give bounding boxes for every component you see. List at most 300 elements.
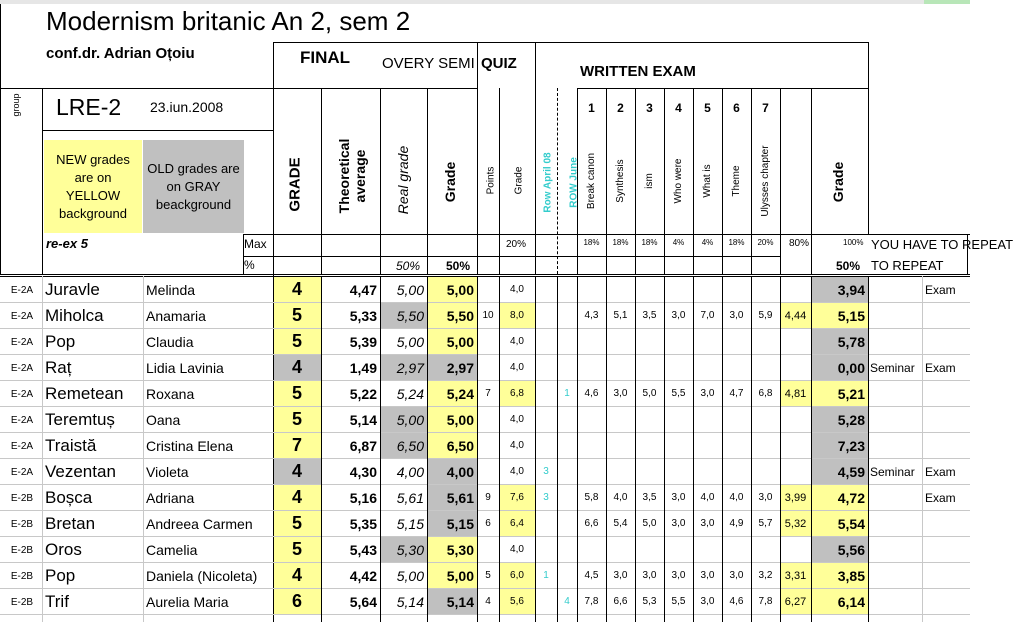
row-written-total — [780, 537, 811, 562]
grid-line — [243, 234, 244, 274]
row-final-grade: 4 — [273, 355, 321, 380]
row-theoretical-avg: 4,42 — [349, 567, 377, 584]
row-question-score: 5,4 — [613, 518, 628, 529]
row-question-score — [693, 407, 722, 432]
row-last-name: Pop — [45, 566, 76, 585]
grid-line — [273, 88, 477, 89]
row-repeat-seminar — [867, 537, 922, 562]
row-theoretical-avg: 5,14 — [349, 411, 377, 428]
row-repeat-exam — [922, 329, 970, 354]
row-quiz-grade: 5,6 — [499, 589, 535, 614]
row-quiz-grade: 6,0 — [499, 563, 535, 588]
grid-line — [243, 256, 780, 257]
row-april — [535, 329, 557, 354]
row-last-name: Teremtuș — [45, 410, 115, 429]
row-repeat-seminar — [867, 433, 922, 458]
row-quiz-grade: 8,0 — [499, 303, 535, 328]
row-quiz-grade: 7,6 — [499, 485, 535, 510]
row-question-score: 3,5 — [642, 310, 657, 321]
row-question-score — [751, 459, 780, 484]
row-quiz-grade: 4,0 — [510, 362, 524, 373]
row-first-name: Aurelia Maria — [146, 594, 229, 610]
table-row[interactable] — [0, 563, 970, 589]
question-weight-5: 4% — [701, 237, 714, 247]
weight-w-half: 50% — [836, 259, 861, 273]
row-last-name: Pop — [45, 332, 76, 351]
row-question-score: 3,0 — [642, 570, 657, 581]
row-question-score — [606, 407, 635, 432]
q-number-2: 2 — [617, 101, 624, 115]
row-final-grade: 5 — [273, 303, 321, 328]
row-group: E-2B — [10, 518, 34, 530]
group-label: group — [11, 93, 21, 117]
row-written-grade: 0,00 — [811, 355, 868, 380]
row-question-score — [664, 329, 693, 354]
row-question-score — [577, 329, 606, 354]
row-repeat-exam: Exam — [925, 282, 956, 297]
grid-line — [0, 88, 273, 89]
row-question-score: 3,0 — [613, 388, 628, 399]
q-number-4: 4 — [675, 101, 682, 115]
row-question-score: 4,5 — [584, 570, 599, 581]
row-question-score: 7,8 — [758, 596, 773, 607]
row-quiz-grade: 4,0 — [510, 284, 524, 295]
grid-line — [922, 276, 923, 622]
col-row-april: Row April 08 — [542, 152, 554, 213]
row-last-name: Juravle — [45, 280, 100, 299]
row-question-score: 3,0 — [700, 596, 715, 607]
table-row[interactable] — [0, 485, 970, 511]
col-written-grade: Grade — [830, 161, 846, 203]
grid-line — [0, 276, 970, 277]
top-strip — [0, 0, 970, 4]
row-question-score: 7,0 — [700, 310, 715, 321]
table-row[interactable] — [0, 537, 970, 563]
row-june — [557, 303, 577, 328]
row-theoretical-avg: 5,43 — [349, 541, 377, 558]
table-row[interactable] — [0, 303, 970, 329]
row-april — [535, 277, 557, 302]
grid-line — [967, 234, 968, 274]
row-repeat-exam — [922, 537, 970, 562]
row-written-grade: 5,54 — [811, 511, 868, 536]
row-question-score — [693, 459, 722, 484]
question-header-2: Synthesis — [614, 159, 626, 203]
row-june — [557, 355, 577, 380]
row-question-score: 6,6 — [613, 596, 628, 607]
row-quiz-grade: 4,0 — [510, 414, 524, 425]
grid-line — [273, 42, 274, 622]
row-question-score: 3,0 — [671, 570, 686, 581]
old-grades-note: OLD grades are on GRAY beackground — [143, 140, 244, 233]
row-last-name: Remetean — [45, 384, 124, 403]
row-real-grade: 5,14 — [396, 593, 424, 610]
row-real-grade: 5,61 — [396, 489, 424, 506]
grid-line — [693, 276, 694, 622]
row-final-grade: 5 — [273, 329, 321, 354]
question-weight-1: 18% — [583, 237, 600, 247]
row-question-score — [722, 277, 751, 302]
q-number-5: 5 — [704, 101, 711, 115]
section-written: WRITTEN EXAM — [580, 63, 696, 80]
row-april — [535, 433, 557, 458]
row-question-score — [577, 433, 606, 458]
col-grade: GRADE — [286, 157, 304, 212]
grid-line — [0, 406, 970, 407]
row-repeat-seminar: Seminar — [870, 464, 915, 479]
row-june — [557, 537, 577, 562]
row-written-total — [780, 355, 811, 380]
row-question-score: 5,5 — [671, 596, 686, 607]
grid-line — [0, 484, 970, 485]
row-real-grade: 5,15 — [396, 515, 424, 532]
col-row-june: ROW June — [568, 157, 580, 208]
row-real-grade: 2,97 — [380, 355, 427, 380]
pct-label: % — [244, 258, 255, 272]
row-first-name: Camelia — [146, 542, 198, 558]
row-question-score: 4,7 — [729, 388, 744, 399]
row-question-score: 5,7 — [758, 518, 773, 529]
grid-line — [477, 42, 478, 274]
row-april: 3 — [543, 466, 549, 477]
row-final-grade: 7 — [273, 433, 321, 458]
row-points — [477, 329, 499, 354]
row-question-score — [722, 355, 751, 380]
table-row[interactable] — [0, 355, 970, 381]
row-question-score — [751, 433, 780, 458]
row-question-score — [635, 433, 664, 458]
row-repeat-exam — [922, 563, 970, 588]
row-first-name: Anamaria — [146, 308, 206, 324]
row-last-name: Bretan — [45, 514, 96, 533]
row-question-score: 4,9 — [729, 518, 744, 529]
column-header-tab[interactable] — [924, 0, 970, 4]
row-points — [477, 433, 499, 458]
row-question-score — [577, 277, 606, 302]
row-written-total: 3,31 — [780, 563, 811, 588]
q-number-1: 1 — [588, 101, 595, 115]
col-points: Points — [485, 166, 497, 195]
row-rec-grade: 5,14 — [427, 589, 477, 614]
grid-line — [606, 88, 607, 274]
row-april: 1 — [543, 570, 549, 581]
weight-real: 50% — [396, 259, 421, 273]
row-june — [557, 433, 577, 458]
grid-line — [0, 274, 970, 275]
row-theoretical-avg: 5,22 — [349, 385, 377, 402]
row-points: 7 — [485, 388, 491, 399]
row-final-grade: 4 — [273, 485, 321, 510]
weight-quiz: 20% — [506, 239, 527, 250]
row-real-grade: 5,30 — [380, 537, 427, 562]
row-june — [557, 511, 577, 536]
row-repeat-exam: Exam — [925, 464, 956, 479]
grid-line — [780, 276, 781, 622]
row-theoretical-avg: 4,30 — [349, 463, 377, 480]
grid-line — [0, 588, 970, 589]
row-question-score: 3,2 — [758, 570, 773, 581]
row-question-score: 3,0 — [700, 388, 715, 399]
row-written-total: 4,81 — [780, 381, 811, 406]
row-written-total: 4,44 — [780, 303, 811, 328]
table-row[interactable] — [0, 433, 970, 459]
row-rec-grade: 4,00 — [427, 459, 477, 484]
grid-line — [0, 614, 970, 615]
row-first-name: Claudia — [146, 334, 194, 350]
row-rec-grade: 5,50 — [427, 303, 477, 328]
grid-line — [42, 88, 43, 274]
row-question-score: 4,0 — [729, 492, 744, 503]
row-april: 3 — [543, 492, 549, 503]
row-june — [557, 459, 577, 484]
table-row[interactable] — [0, 329, 970, 355]
row-written-grade: 5,21 — [811, 381, 868, 406]
row-points — [477, 277, 499, 302]
row-theoretical-avg: 1,49 — [349, 359, 377, 376]
row-last-name: Boșca — [45, 488, 93, 507]
row-question-score — [751, 537, 780, 562]
grid-line — [535, 276, 536, 622]
row-real-grade: 4,00 — [396, 463, 424, 480]
row-theoretical-avg: 6,87 — [349, 437, 377, 454]
grid-line — [635, 276, 636, 622]
row-final-grade: 4 — [273, 277, 321, 302]
row-group: E-2B — [10, 596, 34, 608]
grid-line — [380, 88, 381, 274]
row-question-score: 6,6 — [584, 518, 599, 529]
row-real-grade: 5,00 — [396, 333, 424, 350]
row-question-score — [693, 355, 722, 380]
grid-line — [380, 276, 381, 622]
row-question-score: 7,8 — [584, 596, 599, 607]
grid-line — [0, 536, 970, 537]
row-points — [477, 355, 499, 380]
grid-line — [535, 88, 536, 274]
row-question-score: 3,0 — [758, 492, 773, 503]
question-weight-2: 18% — [612, 237, 629, 247]
row-question-score — [577, 355, 606, 380]
row-question-score: 4,6 — [729, 596, 744, 607]
grid-line — [273, 42, 868, 43]
row-points: 5 — [485, 570, 491, 581]
row-repeat-exam — [922, 407, 970, 432]
row-written-grade: 4,59 — [811, 459, 868, 484]
row-real-grade: 5,00 — [396, 567, 424, 584]
row-group: E-2B — [10, 570, 34, 582]
max-label: Max — [244, 237, 267, 251]
row-april — [535, 407, 557, 432]
row-question-score — [664, 433, 693, 458]
row-rec-grade: 5,00 — [427, 563, 477, 588]
row-april — [535, 303, 557, 328]
row-real-grade: 5,00 — [396, 281, 424, 298]
row-repeat-seminar: Seminar — [870, 360, 915, 375]
row-repeat-exam — [922, 433, 970, 458]
grid-line — [499, 88, 500, 274]
row-repeat-exam: Exam — [925, 490, 956, 505]
grid-line — [693, 88, 694, 274]
row-group: E-2A — [10, 362, 34, 374]
row-question-score: 3,5 — [642, 492, 657, 503]
row-question-score: 3,0 — [671, 518, 686, 529]
grid-line — [751, 88, 752, 274]
row-quiz-grade: 6,4 — [499, 511, 535, 536]
row-group: E-2A — [10, 440, 34, 452]
row-question-score: 4,0 — [700, 492, 715, 503]
grid-line — [664, 88, 665, 274]
row-question-score: 5,3 — [642, 596, 657, 607]
table-row[interactable] — [0, 459, 970, 485]
col-rec-grade: Grade — [442, 161, 458, 203]
table-row[interactable] — [0, 277, 970, 303]
row-written-total — [780, 433, 811, 458]
section-final: FINAL — [300, 48, 351, 67]
row-group: E-2A — [10, 466, 34, 478]
row-repeat-seminar — [867, 563, 922, 588]
question-weight-6: 18% — [728, 237, 745, 247]
row-repeat-seminar — [867, 485, 922, 510]
row-question-score — [751, 277, 780, 302]
row-rec-grade: 5,61 — [427, 485, 477, 510]
row-written-grade: 6,14 — [811, 589, 868, 614]
row-question-score — [635, 459, 664, 484]
row-theoretical-avg: 5,39 — [349, 333, 377, 350]
row-points: 6 — [485, 518, 491, 529]
row-group: E-2B — [10, 492, 34, 504]
weight-w-total: 100% — [843, 238, 864, 247]
row-repeat-seminar — [867, 381, 922, 406]
row-written-total: 5,32 — [780, 511, 811, 536]
row-last-name: Traistă — [45, 436, 97, 455]
row-group: E-2A — [10, 414, 34, 426]
row-repeat-seminar — [867, 277, 922, 302]
row-rec-grade: 5,00 — [427, 329, 477, 354]
table-row[interactable] — [0, 407, 970, 433]
row-april — [535, 381, 557, 406]
row-written-grade: 4,72 — [811, 485, 868, 510]
row-question-score: 3,0 — [671, 310, 686, 321]
row-repeat-seminar — [867, 407, 922, 432]
grid-line — [868, 276, 869, 622]
grid-line — [477, 276, 478, 622]
q-number-3: 3 — [646, 101, 653, 115]
question-header-3: ism — [643, 173, 655, 189]
row-question-score — [635, 537, 664, 562]
row-first-name: Adriana — [146, 490, 195, 506]
row-rec-grade: 2,97 — [427, 355, 477, 380]
row-question-score — [693, 433, 722, 458]
grid-line — [321, 276, 322, 622]
row-question-score — [606, 433, 635, 458]
row-first-name: Roxana — [146, 386, 195, 402]
row-theoretical-avg: 5,35 — [349, 515, 377, 532]
row-final-grade: 5 — [273, 407, 321, 432]
row-april — [535, 355, 557, 380]
exam-date: 23.iun.2008 — [150, 99, 224, 115]
grid-line — [577, 276, 578, 622]
grid-line — [427, 88, 428, 274]
row-written-grade: 3,85 — [811, 563, 868, 588]
row-last-name: Vezentan — [45, 462, 116, 481]
question-header-1: Break canon — [585, 152, 597, 210]
row-written-total — [780, 407, 811, 432]
grid-line — [0, 302, 970, 303]
row-quiz-grade: 4,0 — [510, 544, 524, 555]
row-written-total — [780, 329, 811, 354]
grid-line — [811, 276, 812, 622]
col-repeat: YOU HAVE TO REPEAT — [871, 237, 1013, 252]
row-question-score — [722, 537, 751, 562]
row-points — [477, 537, 499, 562]
table-row[interactable] — [0, 511, 970, 537]
grid-line — [557, 88, 558, 274]
row-question-score: 6,8 — [758, 388, 773, 399]
row-first-name: Daniela (Nicoleta) — [146, 568, 258, 584]
row-written-grade: 3,94 — [811, 277, 868, 302]
row-april — [535, 511, 557, 536]
row-theoretical-avg: 5,33 — [349, 307, 377, 324]
row-final-grade: 4 — [273, 459, 321, 484]
table-row[interactable] — [0, 381, 970, 407]
row-last-name: Miholca — [45, 306, 104, 325]
row-question-score: 5,0 — [642, 518, 657, 529]
row-question-score — [635, 329, 664, 354]
row-question-score — [693, 537, 722, 562]
row-points: 9 — [485, 492, 491, 503]
row-written-total: 3,99 — [780, 485, 811, 510]
row-written-grade: 5,56 — [811, 537, 868, 562]
weight-rec: 50% — [446, 259, 471, 273]
row-june — [557, 407, 577, 432]
row-written-grade: 5,15 — [811, 303, 868, 328]
row-written-grade: 5,28 — [811, 407, 868, 432]
row-question-score — [606, 537, 635, 562]
table-row[interactable] — [0, 589, 970, 615]
row-final-grade: 6 — [273, 589, 321, 614]
row-first-name: Andreea Carmen — [146, 516, 253, 532]
row-question-score: 4,0 — [613, 492, 628, 503]
row-quiz-grade: 4,0 — [510, 440, 524, 451]
grid-line — [780, 88, 781, 274]
row-final-grade: 4 — [273, 563, 321, 588]
row-question-score: 5,9 — [758, 310, 773, 321]
row-written-total — [780, 277, 811, 302]
grid-line — [0, 562, 970, 563]
row-points — [477, 459, 499, 484]
row-question-score: 5,1 — [613, 310, 628, 321]
grid-line — [42, 130, 273, 131]
question-header-4: Who were — [672, 158, 684, 204]
row-question-score — [577, 537, 606, 562]
grid-line — [0, 432, 970, 433]
grid-line — [722, 88, 723, 274]
row-question-score: 5,5 — [671, 388, 686, 399]
row-june: 4 — [564, 596, 570, 607]
col-quiz-grade: Grade — [513, 166, 525, 195]
row-question-score — [751, 329, 780, 354]
row-rec-grade: 5,30 — [427, 537, 477, 562]
row-repeat-exam — [922, 511, 970, 536]
row-first-name: Cristina Elena — [146, 438, 234, 454]
row-question-score — [635, 407, 664, 432]
row-repeat-seminar — [867, 329, 922, 354]
row-april — [535, 589, 557, 614]
row-question-score — [606, 329, 635, 354]
row-question-score: 4,6 — [584, 388, 599, 399]
row-repeat-exam — [922, 589, 970, 614]
row-question-score — [722, 459, 751, 484]
row-group: E-2B — [10, 544, 34, 556]
